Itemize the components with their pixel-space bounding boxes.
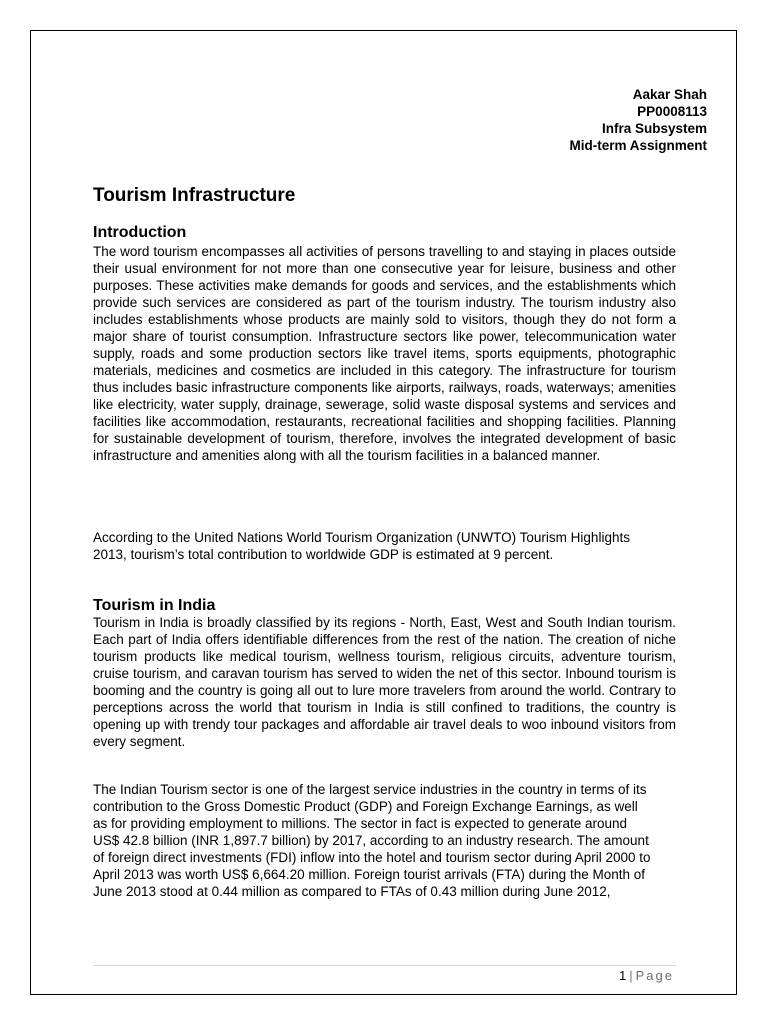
page-number: 1 [619, 968, 627, 983]
tourism-india-paragraph-2: The Indian Tourism sector is one of the largest service industries in the country in terms of its contribution to the Gross Domestic Product (GDP) and Foreign Exchange Earnings, as well as for providing employment to millions. The sector in fact is expected to generate around US$ 42.8 billion (INR 1,897.7 billion) by 2017, according to an industry research. The amount of foreign direct investments (FDI) inflow into the hotel and tourism sector during April 2000 to April 2013 was worth US$ 6,664.20 million. Foreign tourist arrivals (FTA) during the Month of June 2013 stood at 0.44 million as compared to FTAs of 0.43 million during June 2012, [93, 782, 651, 899]
introduction-paragraph-1: The word tourism encompasses all activities of persons travelling to and staying in places outside their usual environment for not more than one consecutive year for leisure, business and other purposes. These activities make demands for goods and services, and the establishments which provide such services are considered as part of the tourism industry. The tourism industry also includes establishments whose products are mainly sold to visitors, though they do not form a major share of tourist consumption. Infrastructure sectors like power, telecommunication water supply, roads and some production sectors like travel items, sports equipments, photographic materials, medicines and cosmetics are included in this category. The infrastructure for tourism thus includes basic infrastructure components like airports, railways, roads, waterways; amenities like electricity, water supply, drainage, sewerage, solid waste disposal systems and services and facilities like accommodation, restaurants, recreational facilities and shopping facilities. Planning for sustainable development of tourism, therefore, involves the integrated development of basic infrastructure and amenities along with all the tourism facilities in a balanced manner. [93, 244, 676, 463]
footer-divider [93, 965, 676, 966]
document-title: Tourism Infrastructure [93, 185, 296, 206]
tourism-india-paragraph-1: Tourism in India is broadly classified by its regions - North, East, West and South Indian tourism. Each part of India offers identifiable differences from the rest of the nation. The creation of niche tourism products like medical tourism, wellness tourism, religious circuits, adventure tourism, cruise tourism, and caravan tourism has served to widen the net of this sector. Inbound tourism is booming and the country is going all out to lure more travelers from around the world. Contrary to perceptions across the world that tourism in India is still confined to traditions, the country is opening up with trendy tour packages and affordable air travel deals to woo inbound visitors from every segment. [93, 615, 676, 749]
author-name: Aakar Shah [632, 87, 707, 102]
footer-separator: | [629, 968, 633, 983]
assignment-name: Mid-term Assignment [569, 138, 707, 153]
introduction-heading: Introduction [93, 224, 187, 241]
introduction-paragraph-2: According to the United Nations World Tourism Organization (UNWTO) Tourism Highlights 2013, tourism’s total contribution to worldwide GDP is estimated at 9 percent. [93, 530, 630, 562]
author-header [569, 86, 707, 154]
page-label: Page [635, 968, 674, 983]
page-footer [619, 967, 674, 985]
tourism-india-heading: Tourism in India [93, 597, 216, 614]
student-id: PP0008113 [637, 104, 707, 119]
course-name: Infra Subsystem [601, 121, 707, 136]
